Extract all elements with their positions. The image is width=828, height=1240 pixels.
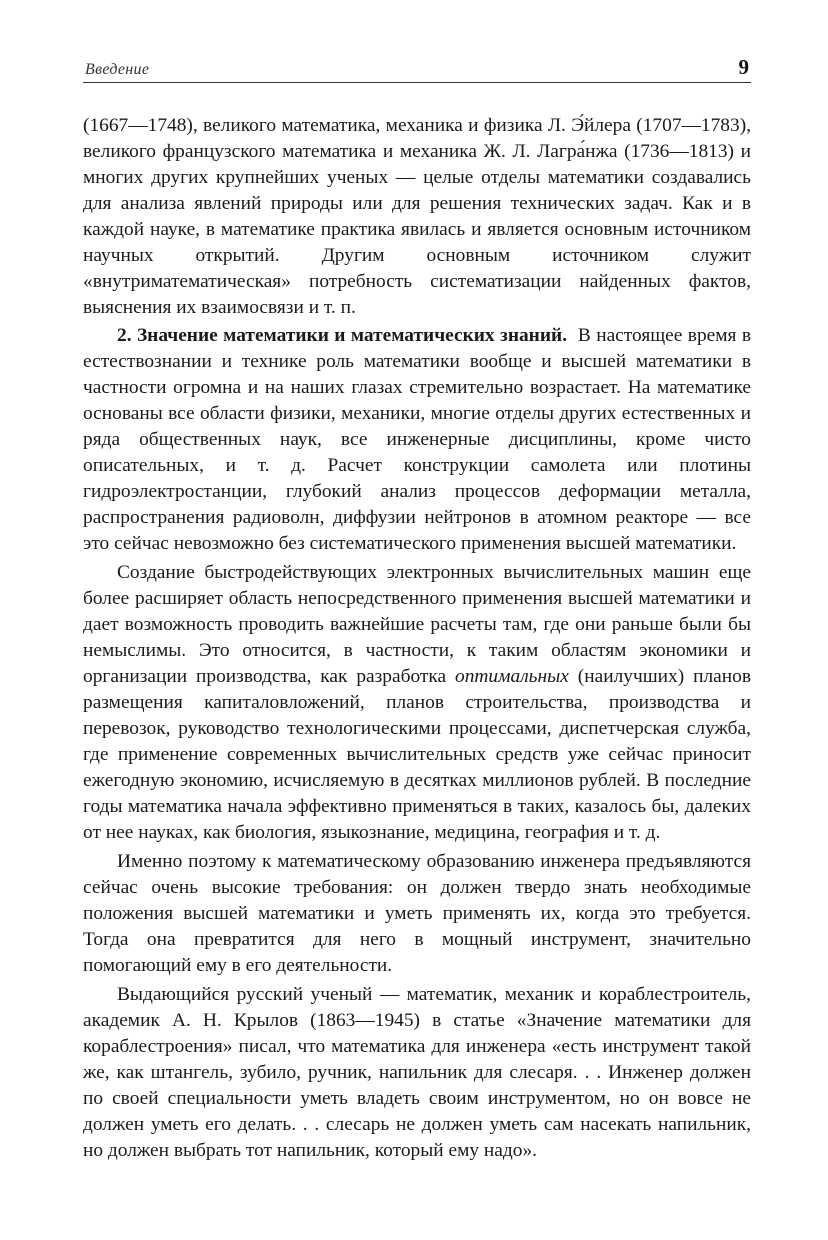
main-text [83, 113, 751, 1164]
page-number: 9 [738, 55, 749, 79]
paragraph-4-text: Именно поэтому к математическому образованию инженера предъявляются сейчас очень высокие требования: он должен твердо знать необходимые положения высшей математики и уметь применять их, когда это требуется. Тогда она превратится для него в мощный инструмент, значительно помогающий ему в его деятельности. [83, 851, 751, 976]
paragraph-2 [83, 323, 751, 557]
paragraph-1 [83, 113, 751, 321]
section-heading: 2. Значение математики и математических знаний. [117, 325, 568, 346]
emphasis-optimal: оптимальных [455, 666, 569, 687]
running-header [83, 52, 751, 83]
paragraph-5-text: Выдающийся русский ученый — математик, механик и кораблестроитель, академик А. Н. Крылов (1863—1945) в статье «Значение математики для кораблестроения» писал, что математика для инженера «есть инструмент такой же, как штангель, зубило, ручник, напильник для слесаря. . . Инженер должен по своей специальности уметь владеть своим инструментом, но он вовсе не должен уметь его делать. . . слесарь не должен уметь сам насекать напильник, но должен выбрать тот напильник, который ему надо». [83, 984, 751, 1161]
paragraph-3-text-after: (наилучших) планов размещения капиталовложений, планов строительства, производства и перевозок, руководство технологическими процессами, диспетчерская служба, где применение современных вычислительных средств уже сейчас приносит ежегодную экономию, исчисляемую в десятках миллионов рублей. В последние годы математика начала эффективно применяться в таких, казалось бы, далеких от нее науках, как биология, языкознание, медицина, география и т. д. [83, 666, 751, 843]
section-title: Введение [85, 61, 150, 78]
paragraph-4 [83, 849, 751, 979]
paragraph-1-text: (1667—1748), великого математика, механика и физика Л. Э́йлера (1707—1783), великого французского математика и механика Ж. Л. Лагра́нжа (1736—1813) и многих других крупнейших ученых — целые отделы математики создавались для анализа явлений природы или для решения технических задач. Как и в каждой науке, в математике практика явилась и является основным источником научных открытий. Другим основным источником служит «внутриматематическая» потребность систематизации найденных фактов, выяснения их взаимосвязи и т. п. [83, 115, 751, 318]
paragraph-5 [83, 982, 751, 1164]
paragraph-2-text: В настоящее время в естествознании и технике роль математики вообще и высшей математики в частности огромна и на наших глазах стремительно возрастает. На математике основаны все области физики, механики, многие отделы других естественных и ряда общественных наук, все инженерные дисциплины, кроме чисто описательных, и т. д. Расчет конструкции самолета или плотины гидроэлектростанции, глубокий анализ процессов деформации металла, распространения радиоволн, диффузии нейтронов в атомном реакторе — все это сейчас невозможно без систематического применения высшей математики. [83, 325, 751, 554]
paragraph-3 [83, 560, 751, 846]
paragraph-3-text-before: Создание быстродействующих электронных вычислительных машин еще более расширяет область непосредственного применения высшей математики и дает возможность проводить важнейшие расчеты там, где они раньше были бы немыслимы. Это относится, в частности, к таким областям экономики и организации производства, как разработка [83, 562, 751, 687]
